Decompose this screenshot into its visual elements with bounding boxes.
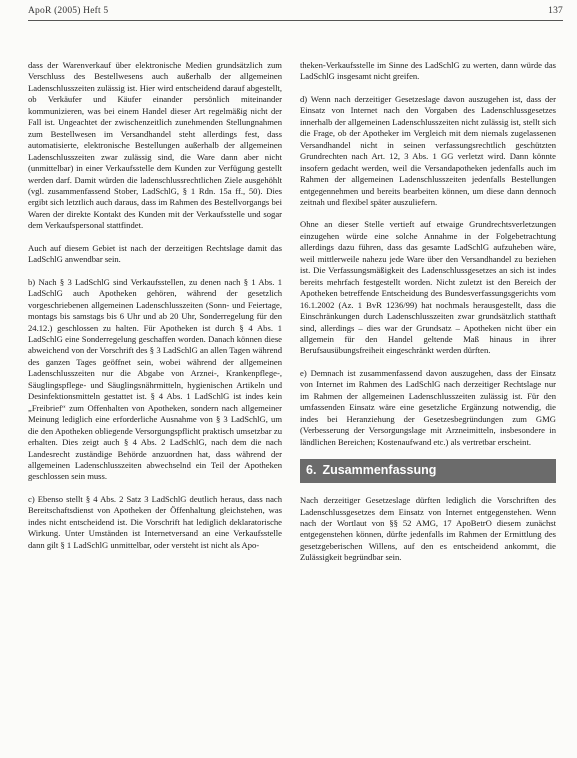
paragraph: dass der Warenverkauf über elektronische Medien grundsätzlich zum Verschluss des Bestellwesens auch außerhalb der allgemeinen Ladenschlusszeiten zulässig ist. Hier wird entscheidend darauf abgestellt, ob Verkäufer und Käufer einander persönlich miteinander kommunizieren, was bei einem Handel dieser Art regelmäßig nicht der Fall ist. Ungeachtet der zwischenzeitlich zunehmenden Stellungnahmen zum Bestellwesen im Versandhandel steht allerdings fest, dass automatisierte, elektronische Bestellungen außerhalb der allgemeinen Ladenschlusszeiten zwar zulässig sind, die Ware dann aber nicht (unmittelbar) in einer Verkaufsstelle dem Kunden zur Verfügung gestellt werden darf. Damit würden die ladenschlussrechtlichen Ziele ausgehöhlt (vgl. zusammenfassend Stober, LadSchlG, § 1 Rdn. 15a ff., 50). Dies ergibt sich letztlich auch daraus, dass im Rahmen des Bestellvorgangs bei Waren der direkte Kontakt des Kunden mit der Verkaufsstelle und sogar dem Verkaufspersonal stattfindet. <box>28 60 282 231</box>
section-heading <box>300 459 556 483</box>
right-column <box>300 60 556 575</box>
paragraph: b) Nach § 3 LadSchlG sind Verkaufsstellen, zu denen nach § 1 Abs. 1 LadSchlG auch Apotheken gehören, während der gesetzlich vorgeschriebenen allgemeinen Ladenschlusszeiten (Sonn- und Feiertage, montags bis samstags bis 6 Uhr und ab 20 Uhr, Sonderregelung für den 24.12.) geschlossen zu halten. Für Apotheken ist durch § 4 Abs. 1 LadSchlG eine Sonderregelung geschaffen worden. Danach können diese abweichend von der Vorschrift des § 3 LadSchlG an allen Tagen während des ganzen Tages geöffnet sein, wobei während der allgemeinen Ladenschlusszeiten nur die Abgabe von Arznei-, Krankenpflege-, Säuglingspflege- und Säuglingsnährmitteln, hygienischen Artikeln und Desinfektionsmitteln gestattet ist. § 4 Abs. 1 LadSchlG ist indes kein „Freibrief“ zum Offenhalten von Apotheken, sondern nach allgemeiner Meinung lediglich eine erforderliche Ausnahme von § 3 LadSchlG, um die den Apotheken obliegende Versorgungspflicht praktisch umsetzbar zu erhalten. Dies zeigt auch § 4 Abs. 2 LadSchlG, nach dem die nach Landesrecht zuständige Behörde anzuordnen hat, dass während der allgemeinen Ladenschlusszeiten abwechselnd ein Teil der Apotheken geschlossen sein muss. <box>28 276 282 482</box>
journal-reference: ApoR (2005) Heft 5 <box>28 6 109 16</box>
paragraph: Auch auf diesem Gebiet ist nach der derzeitigen Rechtslage damit das LadSchlG anwendbar sein. <box>28 242 282 265</box>
paragraph: Ohne an dieser Stelle vertieft auf etwaige Grundrechtsverletzungen einzugehen würde eine solche Annahme in der Folgebetrachtung allerdings dazu führen, dass das gesamte LadSchlG aufzuheben wäre, weil mittlerweile nahezu jede Ware über den Versandhandel zu beziehen ist. Die Verfassungsmäßigkeit des Ladenschlussgesetzes an sich ist indes bereits mehrfach festgestellt worden. Nicht zuletzt ist den Bereich der Apotheken betreffende Entscheidung des Bundesverfassungsgerichts vom 16.1.2002 (Az. 1 BvR 1236/99) hat nochmals herausgestellt, dass die Einschränkungen durch Ladenschlusszeiten zwar grundsätzlich statthaft sind, allerdings – dies war der Grundsatz – Apotheken nicht über ein allgemein für den Handel geltende Maß hinaus in ihrer Berufsausübungsfreiheit eingeschränkt werden dürften. <box>300 219 556 356</box>
section-title: Zusammenfassung <box>322 463 437 478</box>
left-column <box>28 60 282 562</box>
section-number: 6. <box>306 463 317 478</box>
paragraph: e) Demnach ist zusammenfassend davon auszugehen, dass der Einsatz von Internet im Rahmen des LadSchlG nach derzeitiger Rechtslage nur im Rahmen der allgemeinen Ladenschlusszeiten zulässig ist. Für den umfassenden Einsatz wäre eine gesetzliche Ergänzung notwendig, die indes bei Heranziehung der Gesetzesbegründungen zum GMG (Verbesserung der Versorgungslage mit Arzneimitteln, insbesondere in ländlichen Bereichen; Kostenaufwand etc.) als vertretbar erscheint. <box>300 367 556 447</box>
page-number: 137 <box>548 6 563 16</box>
paragraph: d) Wenn nach derzeitiger Gesetzeslage davon auszugehen ist, dass der Einsatz von Internet nach den Vorgaben des Ladenschlussgesetzes innerhalb der allgemeinen Ladenschlusszeiten nicht zulässig ist, stellt sich die Frage, ob der Apotheker im Vergleich mit dem niemals zugelassenen Versandhandel nicht in seinen verfassungsrechtlich geschützten Grundrechten nach Art. 12, 3 Abs. 1 GG verletzt wird. Dann könnte insofern gedacht werden, weil die Versandapotheken jedenfalls auch im Rahmen der allgemeinen Ladenschlusszeiten jedenfalls Bestellungen entgegennehmen und bereits bearbeiten können, um diese dann dennoch zeitnah und flexibel später auszuliefern. <box>300 93 556 207</box>
paragraph: Nach derzeitiger Gesetzeslage dürften lediglich die Vorschriften des Ladenschlussgesetzes dem Einsatz von Internet entgegenstehen. Wenn nach der Wortlaut von §§ 52 AMG, 17 ApoBetrO diesem zunächst entgegenstehen können, dürfte jedenfalls im Rahmen der Ermittlung des gesetzgeberischen Willens, auf den es entscheidend ankommt, die Zulässigkeit begründbar sein. <box>300 495 556 563</box>
paragraph: theken-Verkaufsstelle im Sinne des LadSchlG zu werten, dann würde das LadSchlG insgesamt nicht greifen. <box>300 60 556 82</box>
running-header <box>28 6 563 20</box>
header-rule <box>28 20 563 21</box>
paragraph: c) Ebenso stellt § 4 Abs. 2 Satz 3 LadSchlG deutlich heraus, dass nach Bereitschaftsdienst von Apotheken der Öffenhaltung gleichstehen, was indes nicht entscheidend ist. Die Vorschrift hat lediglich deklaratorische Wirkung. Unter Umständen ist Internetversand an eine Verkaufsstelle dann gilt § 1 LadSchlG unmittelbar, oder versteht ist nicht als Apo- <box>28 493 282 550</box>
